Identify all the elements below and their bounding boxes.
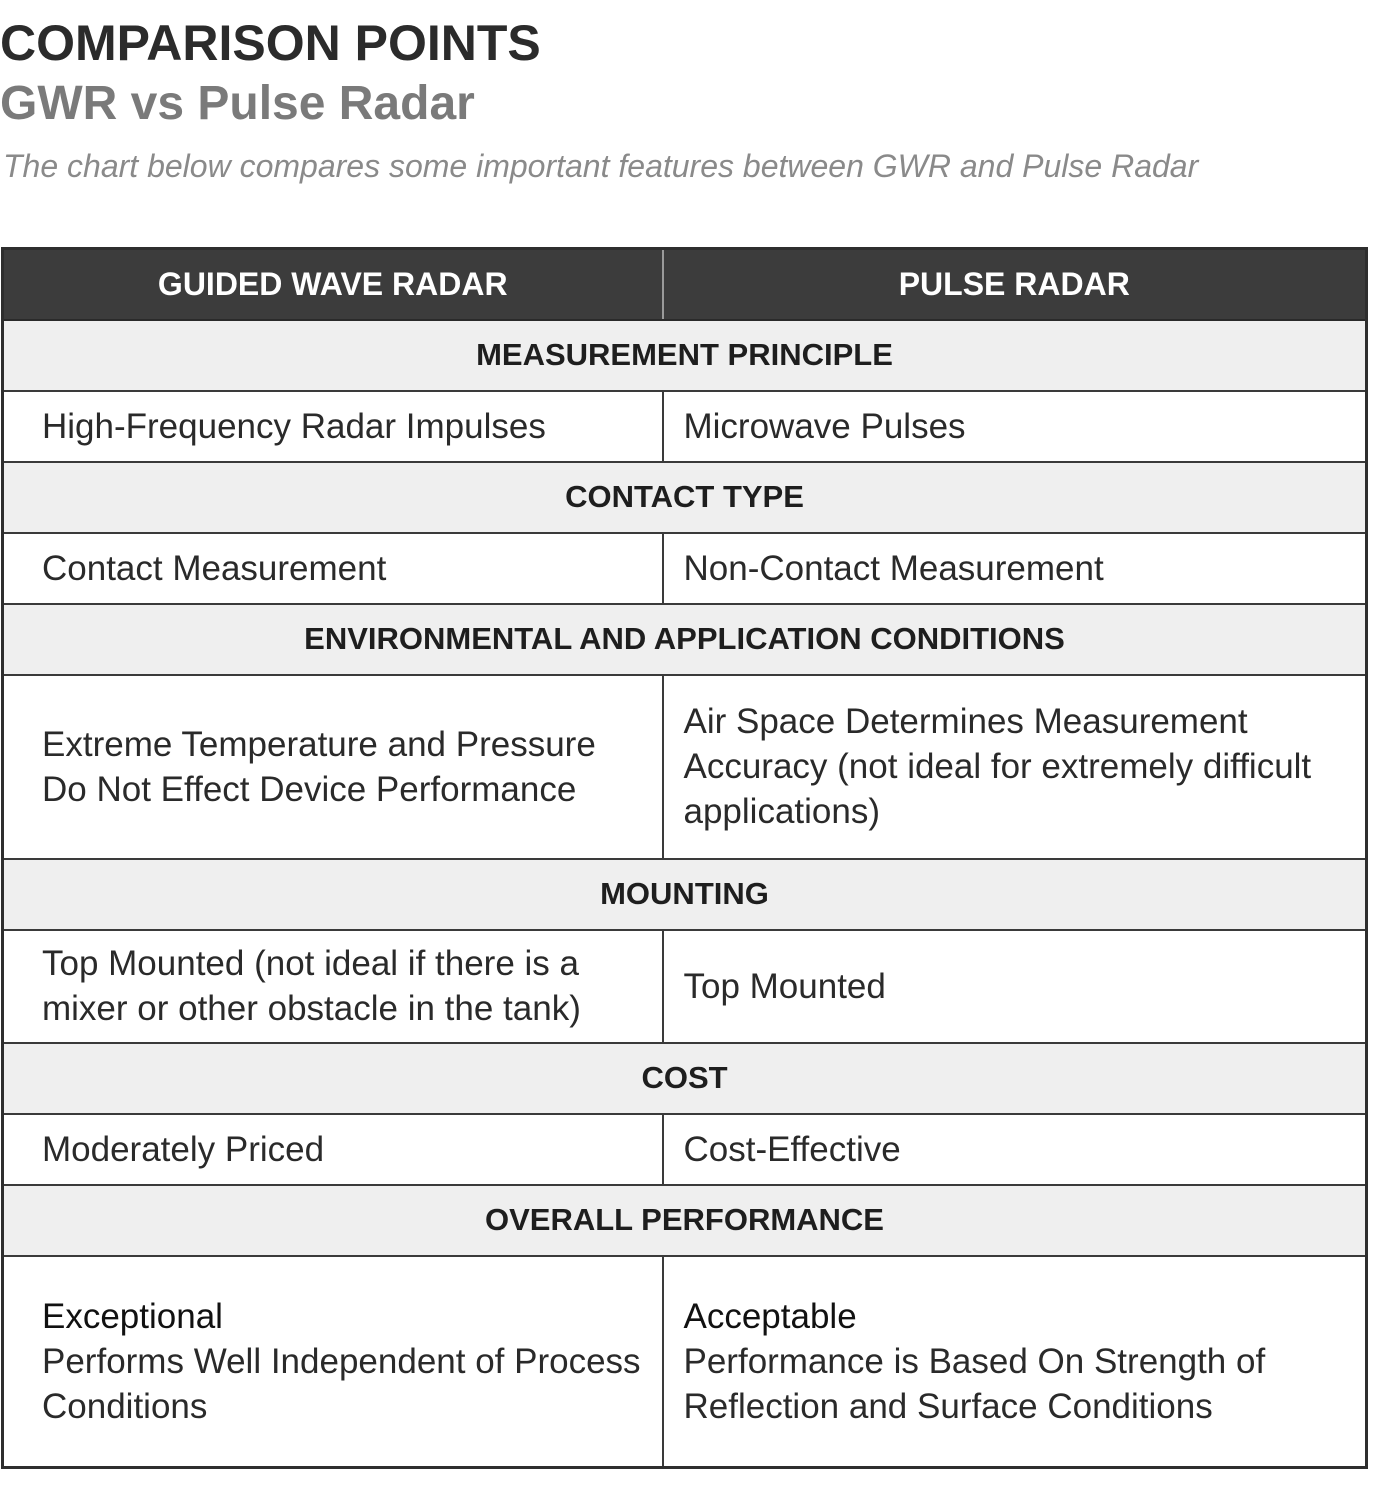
section-heading-mounting: MOUNTING xyxy=(3,859,1367,930)
table-header-row xyxy=(3,249,1367,320)
section-heading-row xyxy=(3,859,1367,930)
section-heading-row xyxy=(3,1043,1367,1114)
gwr-performance-explanation: Performs Well Independent of Process Conditions xyxy=(42,1341,641,1426)
pulse-performance-explanation: Performance is Based On Strength of Reflection and Surface Conditions xyxy=(683,1341,1266,1426)
pulse-cost-cell: Cost-Effective xyxy=(663,1114,1367,1185)
pulse-contact-type-cell: Non-Contact Measurement xyxy=(663,533,1367,604)
pulse-environmental-conditions-cell: Air Space Determines Measurement Accuracy (not ideal for extremely difficult applications) xyxy=(663,675,1367,859)
gwr-environmental-conditions-cell: Extreme Temperature and Pressure Do Not Effect Device Performance xyxy=(3,675,663,859)
pulse-measurement-principle-cell: Microwave Pulses xyxy=(663,391,1367,462)
pulse-mounting-cell: Top Mounted xyxy=(663,930,1367,1043)
section-heading-measurement-principle: MEASUREMENT PRINCIPLE xyxy=(3,320,1367,391)
gwr-measurement-principle-cell: High-Frequency Radar Impulses xyxy=(3,391,663,462)
section-heading-row xyxy=(3,1185,1367,1256)
section-heading-row xyxy=(3,320,1367,391)
pulse-performance-verdict: Acceptable xyxy=(683,1296,857,1336)
page-subtitle: GWR vs Pulse Radar xyxy=(0,77,475,130)
table-row xyxy=(3,533,1367,604)
table-row xyxy=(3,930,1367,1043)
table-row xyxy=(3,391,1367,462)
section-heading-row xyxy=(3,462,1367,533)
pulse-overall-performance-cell xyxy=(663,1256,1367,1468)
gwr-mounting-cell: Top Mounted (not ideal if there is a mixer or other obstacle in the tank) xyxy=(3,930,663,1043)
gwr-contact-type-cell: Contact Measurement xyxy=(3,533,663,604)
section-heading-overall-performance: OVERALL PERFORMANCE xyxy=(3,1185,1367,1256)
section-heading-contact-type: CONTACT TYPE xyxy=(3,462,1367,533)
table-row xyxy=(3,1114,1367,1185)
table-row xyxy=(3,1256,1367,1468)
page-description: The chart below compares some important features between GWR and Pulse Radar xyxy=(3,148,1199,184)
section-heading-row xyxy=(3,604,1367,675)
table-row xyxy=(3,675,1367,859)
gwr-overall-performance-cell xyxy=(3,1256,663,1468)
section-heading-environmental-conditions: ENVIRONMENTAL AND APPLICATION CONDITIONS xyxy=(3,604,1367,675)
column-header-guided-wave-radar: GUIDED WAVE RADAR xyxy=(3,249,663,320)
gwr-cost-cell: Moderately Priced xyxy=(3,1114,663,1185)
column-header-pulse-radar: PULSE RADAR xyxy=(663,249,1367,320)
gwr-performance-verdict: Exceptional xyxy=(42,1296,223,1336)
section-heading-cost: COST xyxy=(3,1043,1367,1114)
page-title: COMPARISON POINTS xyxy=(0,15,541,71)
comparison-table xyxy=(1,247,1368,1469)
